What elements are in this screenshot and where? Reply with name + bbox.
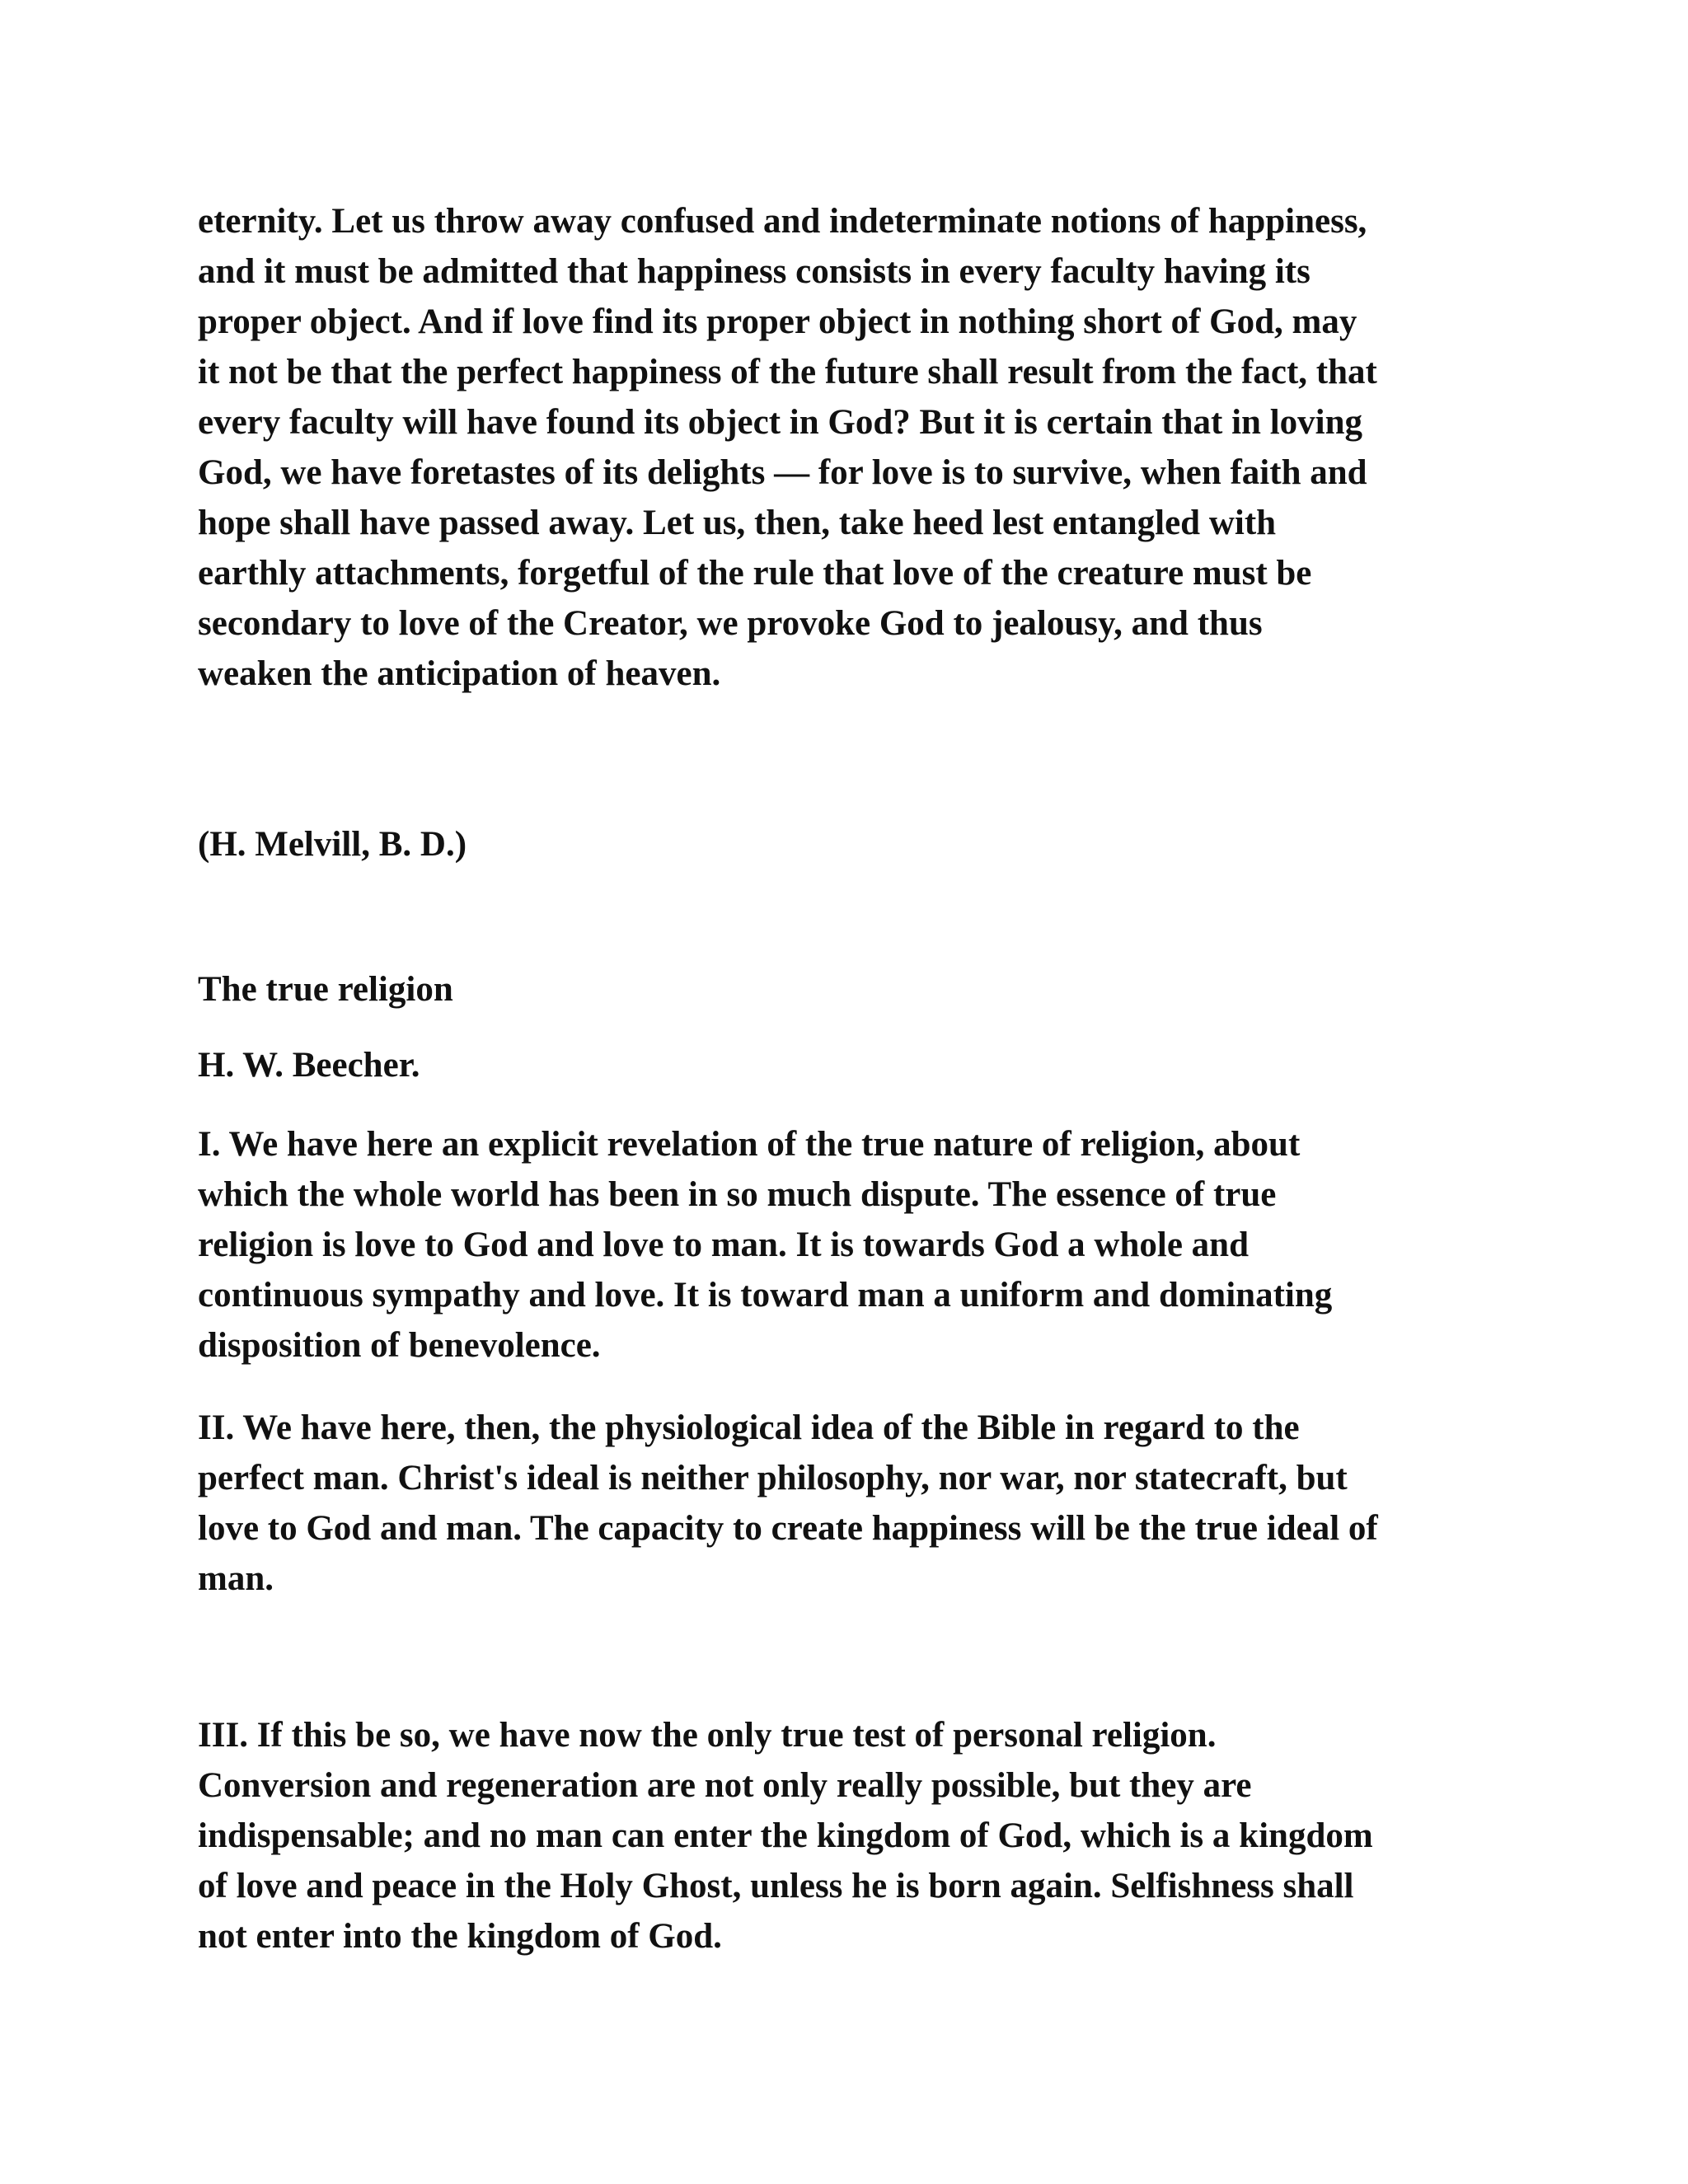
- attribution-melvill: (H. Melvill, B. D.): [198, 825, 467, 864]
- section-title: The true religion: [198, 970, 453, 1009]
- point-three-paragraph: III. If this be so, we have now the only true test of personal religion. Conversion and regeneration are not only really possible, but they are indispensable; and no man can enter the kingdom of God, which is a kingdom of love and peace in the Holy Ghost, unless he is born again. Selfishness shall not enter into the kingdom of God.: [198, 1716, 1373, 1956]
- point-one-paragraph: I. We have here an explicit revelation of the true nature of religion, about which the whole world has been in so much dispute. The essence of true religion is love to God and love to man. It is towards God a whole and continuous sympathy and love. It is toward man a uniform and dominating disposition of benevolence.: [198, 1125, 1333, 1365]
- section-author: H. W. Beecher.: [198, 1046, 420, 1085]
- paragraph-eternity: eternity. Let us throw away confused and indeterminate notions of happiness, and it must be admitted that happiness consists in every faculty having its proper object. And if love find its proper object in nothing short of God, may it not be that the perfect happiness of the future shall result from the fact, that every faculty will have found its object in God? But it is certain that in loving God, we have foretastes of its delights — for love is to survive, when faith and hope shall have passed away. Let us, then, take heed lest entangled with earthly attachments, forgetful of the rule that love of the creature must be secondary to love of the Creator, we provoke God to jealousy, and thus weaken the anticipation of heaven.: [198, 202, 1377, 693]
- point-two-paragraph: II. We have here, then, the physiological idea of the Bible in regard to the perfect man. Christ's ideal is neither philosophy, nor war, nor statecraft, but love to God and man. The capacity to create happiness will be the true ideal of man.: [198, 1408, 1378, 1598]
